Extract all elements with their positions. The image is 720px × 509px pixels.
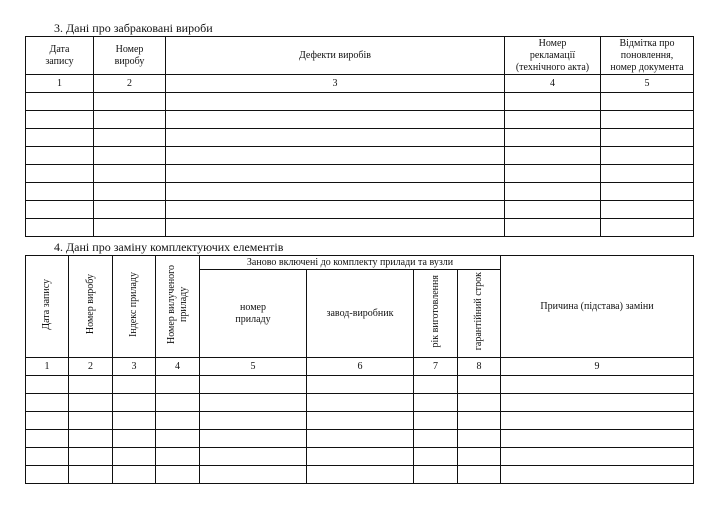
header-item-defects: Дефекти виробів [166, 37, 505, 75]
empty-cell[interactable] [414, 448, 458, 466]
empty-cell[interactable] [113, 394, 156, 412]
header-year-of-manufacture: рік виготовлення [414, 270, 458, 358]
empty-cell[interactable] [94, 111, 166, 129]
table-row [26, 165, 694, 183]
empty-cell[interactable] [601, 93, 694, 111]
empty-cell[interactable] [26, 93, 94, 111]
empty-cell[interactable] [307, 376, 414, 394]
empty-cell[interactable] [414, 412, 458, 430]
rejected-items-table [25, 36, 694, 237]
column-number: 3 [113, 358, 156, 376]
table-row [26, 147, 694, 165]
section-3-title: 3. Дані про забраковані вироби [54, 21, 213, 35]
empty-cell[interactable] [505, 219, 601, 237]
empty-cell[interactable] [505, 201, 601, 219]
empty-cell[interactable] [200, 448, 307, 466]
empty-cell[interactable] [414, 394, 458, 412]
empty-cell[interactable] [166, 147, 505, 165]
empty-cell[interactable] [200, 466, 307, 484]
empty-cell[interactable] [458, 448, 501, 466]
empty-cell[interactable] [113, 466, 156, 484]
column-number: 2 [69, 358, 113, 376]
empty-cell[interactable] [307, 448, 414, 466]
empty-cell[interactable] [94, 165, 166, 183]
column-number: 2 [94, 75, 166, 93]
empty-cell[interactable] [113, 448, 156, 466]
empty-cell[interactable] [26, 412, 69, 430]
empty-cell[interactable] [26, 183, 94, 201]
empty-cell[interactable] [501, 412, 694, 430]
empty-cell[interactable] [26, 219, 94, 237]
empty-cell[interactable] [505, 111, 601, 129]
table1-header-row [26, 37, 694, 75]
column-number: 3 [166, 75, 505, 93]
empty-cell[interactable] [414, 376, 458, 394]
table-row [26, 183, 694, 201]
empty-cell[interactable] [26, 394, 69, 412]
empty-cell[interactable] [69, 466, 113, 484]
empty-cell[interactable] [414, 430, 458, 448]
column-number: 5 [200, 358, 307, 376]
column-number: 1 [26, 358, 69, 376]
table2-header-row-1 [26, 256, 694, 270]
empty-cell[interactable] [26, 165, 94, 183]
empty-cell[interactable] [26, 201, 94, 219]
empty-cell[interactable] [69, 412, 113, 430]
empty-cell[interactable] [166, 129, 505, 147]
header-replacement-reason: Причина (підстава) заміни [501, 256, 694, 358]
empty-cell[interactable] [458, 376, 501, 394]
column-number: 8 [458, 358, 501, 376]
column-number: 5 [601, 75, 694, 93]
empty-cell[interactable] [200, 394, 307, 412]
table-row [26, 219, 694, 237]
empty-cell[interactable] [26, 448, 69, 466]
empty-cell[interactable] [166, 93, 505, 111]
empty-cell[interactable] [26, 430, 69, 448]
header-claim-number: Номер рекламації (технічного акта) [505, 37, 601, 75]
header-record-date: Дата запису [26, 256, 69, 358]
empty-cell[interactable] [26, 376, 69, 394]
empty-cell[interactable] [200, 412, 307, 430]
empty-cell[interactable] [94, 183, 166, 201]
empty-cell[interactable] [156, 394, 200, 412]
section-4-title: 4. Дані про заміну комплектуючих елементів [54, 240, 284, 254]
empty-cell[interactable] [505, 165, 601, 183]
empty-cell[interactable] [200, 430, 307, 448]
empty-cell[interactable] [307, 394, 414, 412]
empty-cell[interactable] [94, 147, 166, 165]
empty-cell[interactable] [113, 376, 156, 394]
empty-cell[interactable] [601, 165, 694, 183]
header-newly-included-group: Заново включені до комплекту прилади та вузли [200, 256, 501, 270]
column-number: 4 [505, 75, 601, 93]
table-row [26, 448, 694, 466]
empty-cell[interactable] [94, 201, 166, 219]
empty-cell[interactable] [113, 430, 156, 448]
empty-cell[interactable] [505, 147, 601, 165]
empty-cell[interactable] [166, 219, 505, 237]
empty-cell[interactable] [166, 111, 505, 129]
empty-cell[interactable] [26, 111, 94, 129]
empty-cell[interactable] [505, 129, 601, 147]
empty-cell[interactable] [94, 129, 166, 147]
table-row [26, 201, 694, 219]
empty-cell[interactable] [166, 183, 505, 201]
header-manufacturer: завод-виробник [307, 270, 414, 358]
empty-cell[interactable] [156, 466, 200, 484]
empty-cell[interactable] [601, 129, 694, 147]
empty-cell[interactable] [200, 376, 307, 394]
empty-cell[interactable] [69, 430, 113, 448]
empty-cell[interactable] [26, 129, 94, 147]
header-item-number: Номер виробу [94, 37, 166, 75]
empty-cell[interactable] [501, 466, 694, 484]
empty-cell[interactable] [601, 147, 694, 165]
table-row [26, 376, 694, 394]
empty-cell[interactable] [501, 394, 694, 412]
table-row [26, 394, 694, 412]
table-row [26, 111, 694, 129]
empty-cell[interactable] [69, 376, 113, 394]
empty-cell[interactable] [166, 201, 505, 219]
component-replacement-table [25, 255, 694, 484]
empty-cell[interactable] [156, 376, 200, 394]
empty-cell[interactable] [414, 466, 458, 484]
empty-cell[interactable] [69, 448, 113, 466]
empty-cell[interactable] [26, 147, 94, 165]
empty-cell[interactable] [458, 466, 501, 484]
empty-cell[interactable] [156, 448, 200, 466]
empty-cell[interactable] [156, 430, 200, 448]
empty-cell[interactable] [458, 394, 501, 412]
table2-number-row [26, 358, 694, 376]
table-row [26, 430, 694, 448]
empty-cell[interactable] [307, 466, 414, 484]
header-renewal-mark: Відмітка про поновлення, номер документа [601, 37, 694, 75]
empty-cell[interactable] [458, 430, 501, 448]
empty-cell[interactable] [156, 412, 200, 430]
header-device-index: Індекс приладу [113, 256, 156, 358]
empty-cell[interactable] [601, 111, 694, 129]
empty-cell[interactable] [307, 430, 414, 448]
header-item-number: Номер виробу [69, 256, 113, 358]
empty-cell[interactable] [458, 412, 501, 430]
empty-cell[interactable] [94, 219, 166, 237]
empty-cell[interactable] [26, 466, 69, 484]
table-row [26, 412, 694, 430]
empty-cell[interactable] [501, 376, 694, 394]
table-row [26, 129, 694, 147]
table1-number-row [26, 75, 694, 93]
table-row [26, 93, 694, 111]
empty-cell[interactable] [505, 93, 601, 111]
empty-cell[interactable] [601, 183, 694, 201]
column-number: 6 [307, 358, 414, 376]
empty-cell[interactable] [501, 448, 694, 466]
empty-cell[interactable] [113, 412, 156, 430]
header-removed-device-number: Номер вилученого приладу [156, 256, 200, 358]
empty-cell[interactable] [307, 412, 414, 430]
empty-cell[interactable] [505, 183, 601, 201]
column-number: 4 [156, 358, 200, 376]
column-number: 9 [501, 358, 694, 376]
empty-cell[interactable] [601, 219, 694, 237]
empty-cell[interactable] [166, 165, 505, 183]
header-warranty-period: гарантійний строк [458, 270, 501, 358]
header-record-date: Дата запису [26, 37, 94, 75]
empty-cell[interactable] [94, 93, 166, 111]
empty-cell[interactable] [501, 430, 694, 448]
empty-cell[interactable] [69, 394, 113, 412]
column-number: 1 [26, 75, 94, 93]
column-number: 7 [414, 358, 458, 376]
header-device-number: номер приладу [200, 270, 307, 358]
empty-cell[interactable] [601, 201, 694, 219]
table-row [26, 466, 694, 484]
